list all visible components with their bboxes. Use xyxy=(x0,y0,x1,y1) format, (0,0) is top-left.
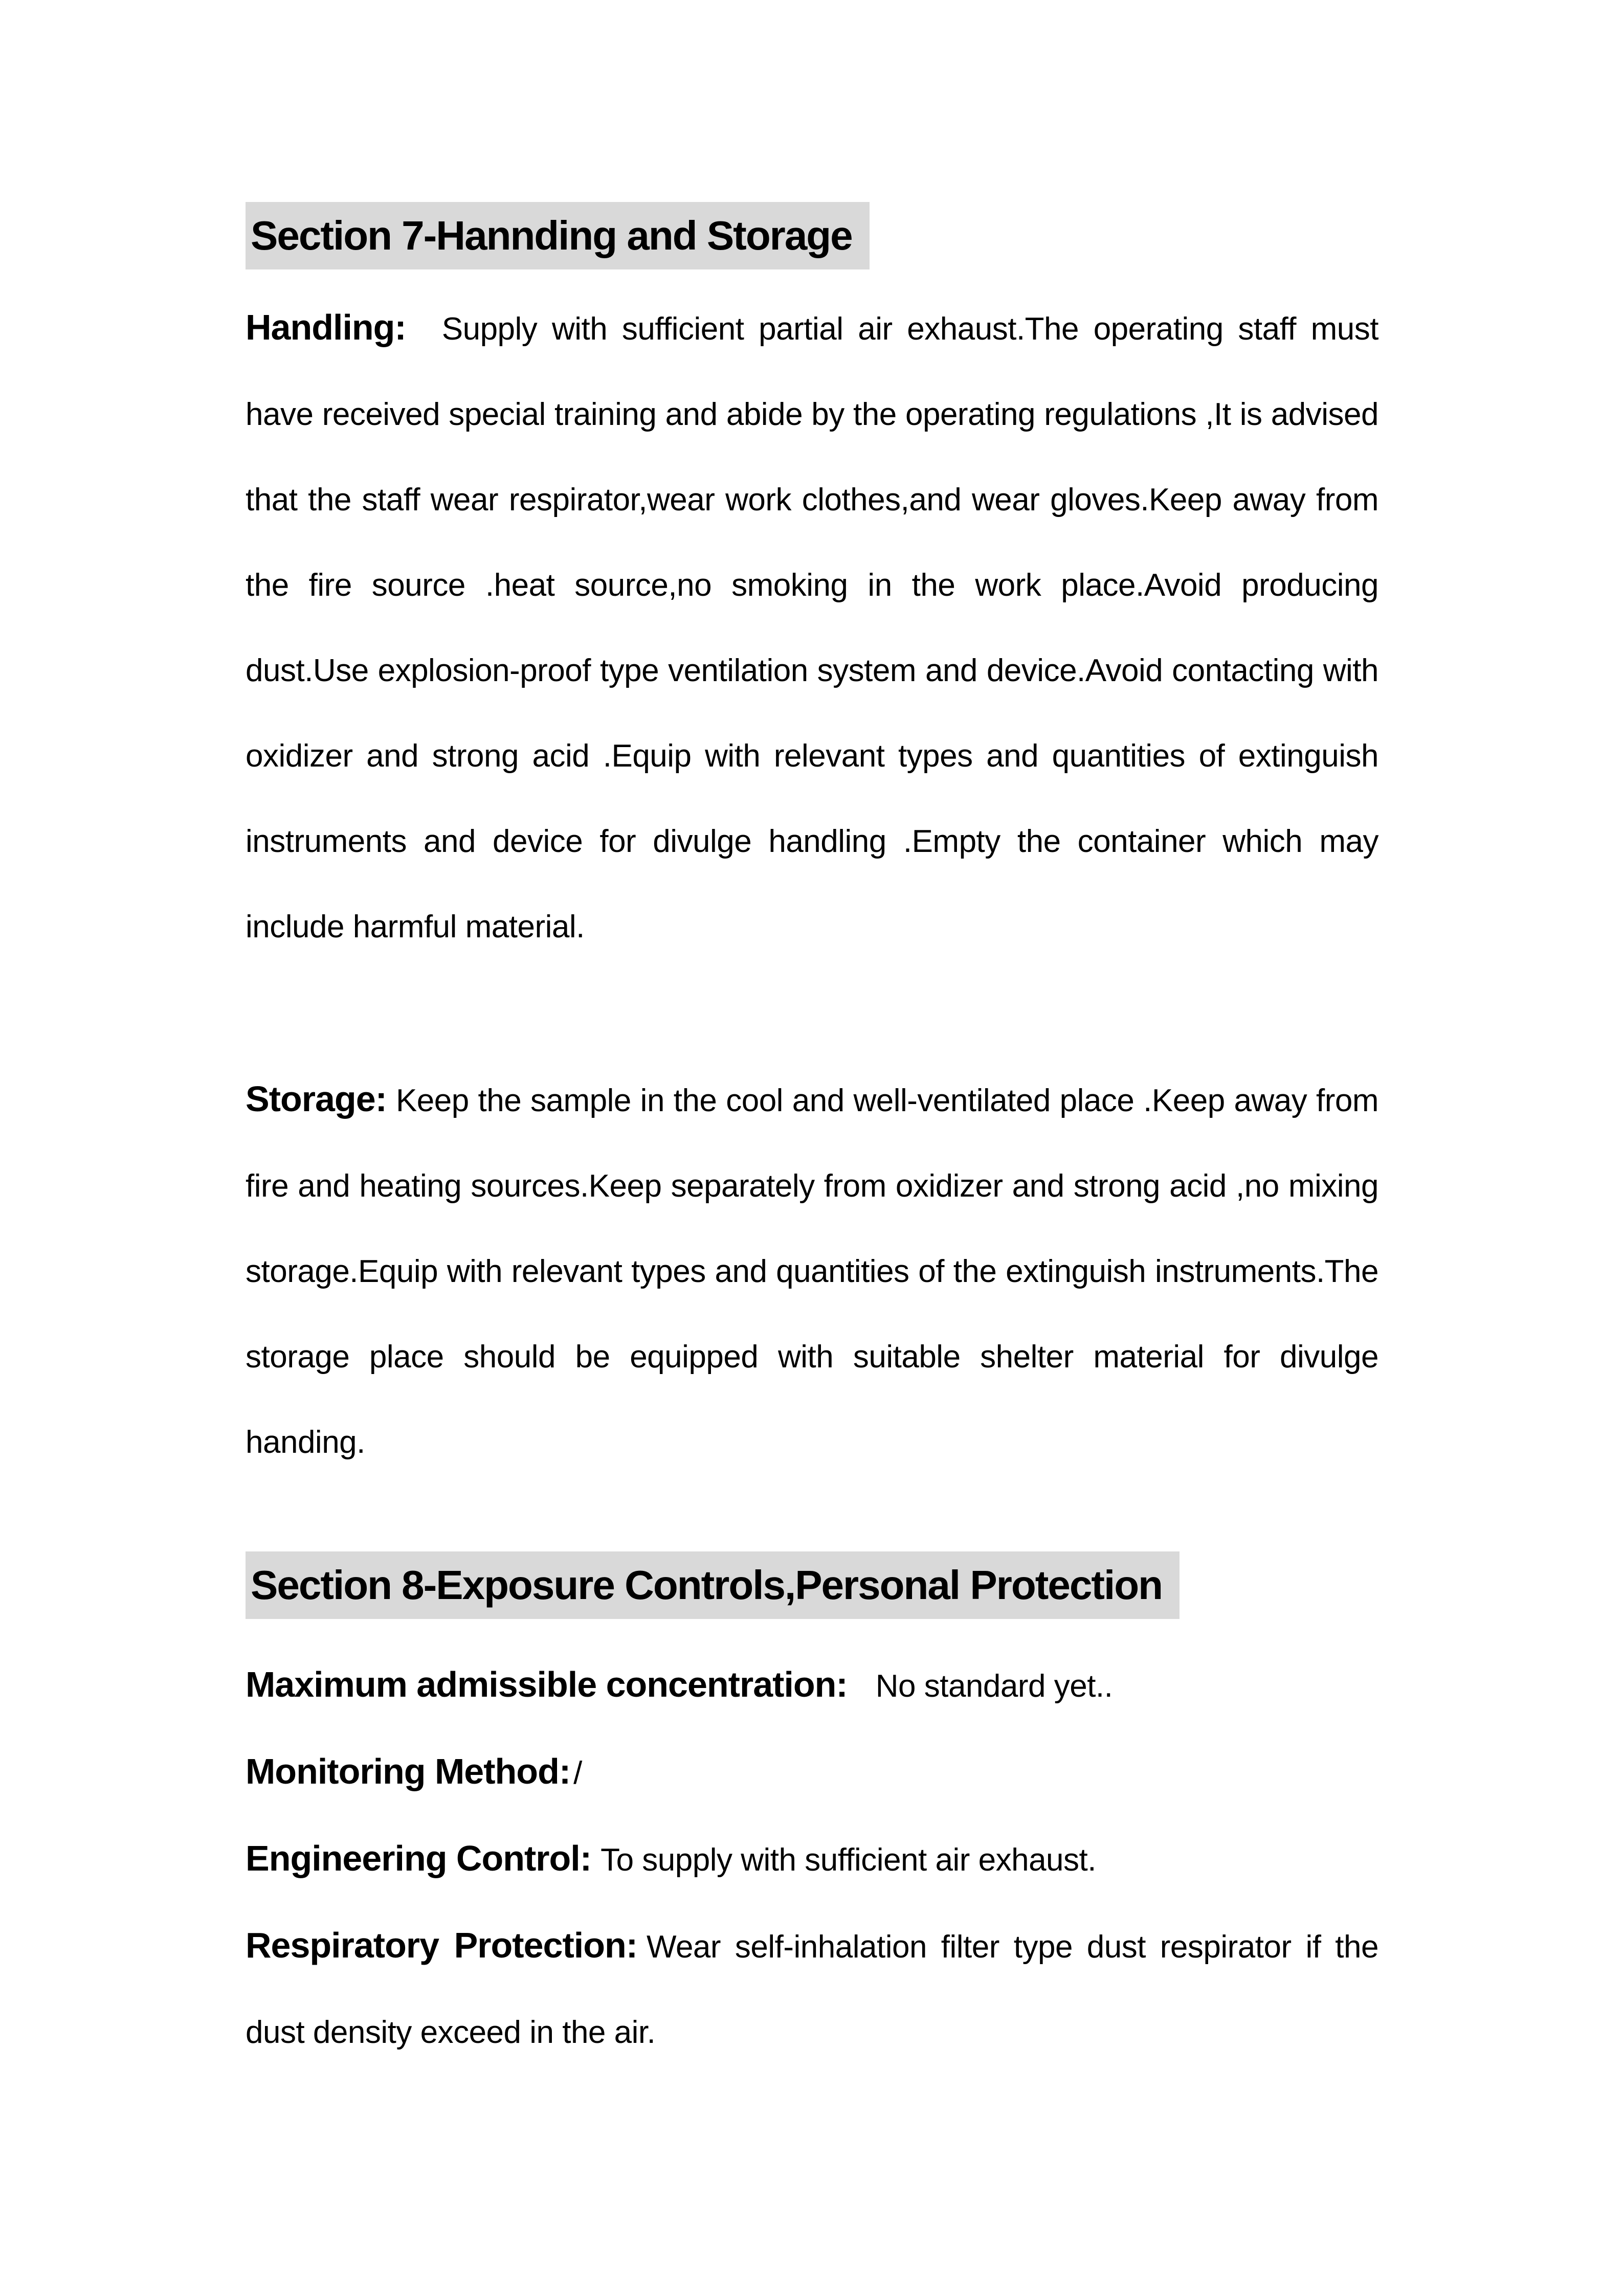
section7-heading: Section 7-Hannding and Storage xyxy=(246,202,870,269)
monitoring-method-label: Monitoring Method: xyxy=(246,1751,571,1791)
respiratory-protection-paragraph xyxy=(246,1903,1378,2075)
max-admissible-concentration-value: No standard yet.. xyxy=(875,1669,1113,1704)
handling-text: Supply with sufficient partial air exhaust.The operating staff must have received special training and abide by the operating regulations ,It is advised that the staff wear respirator,wear work clothes,and wear gloves.Keep away from the fire source .heat source,no smoking in the work place.Avoid producing dust.Use explosion-proof type ventilation system and device.Avoid contacting with oxidizer and strong acid .Equip with relevant types and quantities of extinguish instruments and device for divulge handling .Empty the container which may include harmful material. xyxy=(246,311,1378,944)
storage-text: Keep the sample in the cool and well-ventilated place .Keep away from fire and heating sources.Keep separately from oxidizer and strong acid ,no mixing storage.Equip with relevant types and quantities of the extinguish instruments.The storage place should be equipped with suitable shelter material for divulge handing. xyxy=(246,1083,1378,1460)
engineering-control-line xyxy=(246,1816,1378,1903)
handling-paragraph xyxy=(246,285,1378,970)
monitoring-method-line xyxy=(246,1729,1378,1816)
monitoring-method-value: / xyxy=(573,1755,582,1791)
storage-label: Storage: xyxy=(246,1079,387,1119)
document-content xyxy=(246,202,1378,2075)
section8-items xyxy=(246,1642,1378,2075)
max-admissible-concentration-label: Maximum admissible concentration: xyxy=(246,1664,848,1704)
respiratory-protection-label: Respiratory Protection: xyxy=(246,1925,638,1965)
section8-heading: Section 8-Exposure Controls,Personal Protection xyxy=(246,1551,1180,1619)
storage-paragraph xyxy=(246,1056,1378,1485)
engineering-control-value: To supply with sufficient air exhaust. xyxy=(600,1842,1096,1878)
respiratory-protection-value: Wear self-inhalation filter type dust respirator if the dust density exceed in the air. xyxy=(246,1929,1378,2050)
max-admissible-concentration-line xyxy=(246,1642,1378,1729)
engineering-control-label: Engineering Control: xyxy=(246,1838,592,1878)
handling-label: Handling: xyxy=(246,307,406,347)
